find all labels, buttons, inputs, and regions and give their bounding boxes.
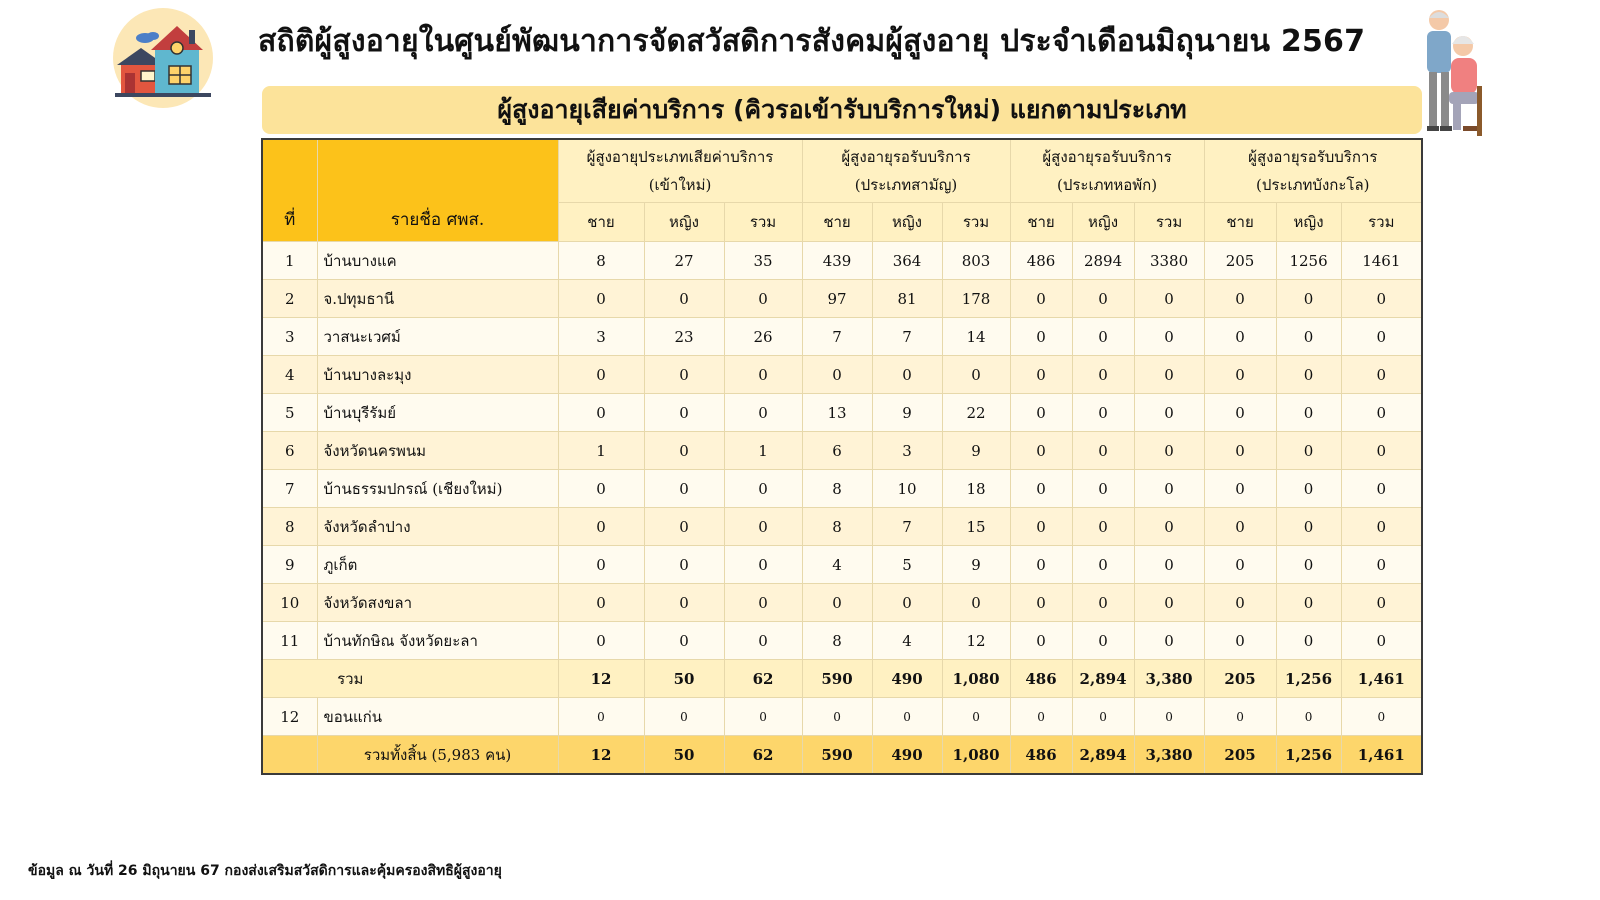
value-cell: 0 [1341,622,1422,660]
value-cell: 0 [558,698,644,736]
value-cell: 3,380 [1134,736,1204,775]
value-cell: 0 [1341,508,1422,546]
value-cell: 0 [644,280,724,318]
value-cell: 0 [802,356,872,394]
value-cell: 8 [802,470,872,508]
grand-total-label: รวมทั้งสิ้น (5,983 คน) [317,736,558,775]
value-cell: 0 [724,698,802,736]
value-cell: 0 [1134,318,1204,356]
value-cell: 0 [644,356,724,394]
value-cell: 0 [1010,280,1072,318]
row-number: 5 [262,394,317,432]
sub-header-male: ชาย [1010,203,1072,242]
value-cell: 0 [1072,508,1134,546]
value-cell: 0 [724,356,802,394]
table-row [262,698,1422,736]
value-cell: 9 [872,394,942,432]
value-cell: 1,461 [1341,660,1422,698]
value-cell: 14 [942,318,1010,356]
value-cell: 0 [1010,622,1072,660]
value-cell: 3 [558,318,644,356]
value-cell: 23 [644,318,724,356]
value-cell: 0 [1276,508,1341,546]
value-cell: 8 [558,242,644,280]
value-cell: 0 [1204,698,1276,736]
value-cell: 0 [1072,356,1134,394]
value-cell: 7 [872,508,942,546]
value-cell: 8 [802,622,872,660]
sub-header-female: หญิง [644,203,724,242]
sub-header-male: ชาย [558,203,644,242]
value-cell: 0 [558,280,644,318]
value-cell: 0 [872,584,942,622]
value-cell: 439 [802,242,872,280]
value-cell: 0 [1204,432,1276,470]
value-cell: 0 [942,356,1010,394]
row-number: 7 [262,470,317,508]
value-cell: 12 [558,736,644,775]
value-cell: 0 [1341,546,1422,584]
value-cell: 18 [942,470,1010,508]
value-cell: 0 [1010,356,1072,394]
value-cell: 0 [1276,318,1341,356]
value-cell: 0 [1072,470,1134,508]
row-number: 1 [262,242,317,280]
value-cell: 0 [644,394,724,432]
value-cell: 0 [1134,470,1204,508]
value-cell: 0 [1276,394,1341,432]
value-cell: 0 [724,508,802,546]
center-name: บ้านธรรมปกรณ์ (เชียงใหม่) [317,470,558,508]
value-cell: 12 [942,622,1010,660]
subtotal-label: รวม [262,660,558,698]
value-cell: 0 [1072,394,1134,432]
row-number: 10 [262,584,317,622]
value-cell: 3,380 [1134,660,1204,698]
value-cell: 0 [802,584,872,622]
group-header-general: ผู้สูงอายุรอรับบริการ (ประเภทสามัญ) [802,139,1010,203]
value-cell: 0 [724,622,802,660]
value-cell: 1,461 [1341,736,1422,775]
value-cell: 0 [1276,546,1341,584]
value-cell: 0 [724,584,802,622]
value-cell: 0 [558,470,644,508]
value-cell: 0 [1072,546,1134,584]
value-cell: 26 [724,318,802,356]
group-header-bungalow: ผู้สูงอายุรอรับบริการ (ประเภทบังกะโล) [1204,139,1422,203]
column-header-name: รายชื่อ ศพส. [317,139,558,242]
value-cell: 0 [1134,508,1204,546]
value-cell: 0 [1341,280,1422,318]
value-cell: 490 [872,736,942,775]
table-row [262,318,1422,356]
value-cell: 0 [1204,546,1276,584]
value-cell: 0 [1072,622,1134,660]
group-header-dormitory: ผู้สูงอายุรอรับบริการ (ประเภทหอพัก) [1010,139,1204,203]
value-cell: 0 [644,432,724,470]
table-row [262,584,1422,622]
value-cell: 62 [724,660,802,698]
sub-header-total: รวม [724,203,802,242]
value-cell: 0 [1072,584,1134,622]
sub-header-total: รวม [1134,203,1204,242]
center-name: บ้านทักษิณ จังหวัดยะลา [317,622,558,660]
value-cell: 486 [1010,736,1072,775]
row-number: 8 [262,508,317,546]
value-cell: 205 [1204,660,1276,698]
sub-header-male: ชาย [1204,203,1276,242]
row-number: 9 [262,546,317,584]
value-cell: 803 [942,242,1010,280]
value-cell: 0 [1341,470,1422,508]
value-cell: 22 [942,394,1010,432]
page-title: สถิติผู้สูงอายุในศูนย์พัฒนาการจัดสวัสดิการสังคมผู้สูงอายุ ประจำเดือนมิถุนายน 2567 [258,24,1366,59]
sub-header-male: ชาย [802,203,872,242]
value-cell: 5 [872,546,942,584]
value-cell: 0 [1010,584,1072,622]
value-cell: 0 [644,698,724,736]
sub-header-female: หญิง [1276,203,1341,242]
row-number: 2 [262,280,317,318]
value-cell: 0 [644,546,724,584]
center-name: จังหวัดนครพนม [317,432,558,470]
grand-total-empty-cell [262,736,317,775]
center-name: บ้านบางละมุง [317,356,558,394]
value-cell: 0 [1010,318,1072,356]
value-cell: 364 [872,242,942,280]
value-cell: 0 [644,470,724,508]
elderly-couple-icon [1415,6,1495,141]
center-name: บ้านบางแค [317,242,558,280]
value-cell: 4 [872,622,942,660]
value-cell: 50 [644,660,724,698]
value-cell: 0 [1204,470,1276,508]
value-cell: 0 [724,546,802,584]
sub-header-female: หญิง [1072,203,1134,242]
stats-table [261,138,1423,775]
table-row [262,622,1422,660]
value-cell: 7 [802,318,872,356]
value-cell: 0 [1276,584,1341,622]
value-cell: 486 [1010,660,1072,698]
center-name: จ.ปทุมธานี [317,280,558,318]
subtitle-banner: ผู้สูงอายุเสียค่าบริการ (คิวรอเข้ารับบริการใหม่) แยกตามประเภท [262,86,1422,134]
value-cell: 0 [644,622,724,660]
value-cell: 7 [872,318,942,356]
value-cell: 0 [1204,318,1276,356]
value-cell: 1,080 [942,660,1010,698]
value-cell: 0 [1072,432,1134,470]
value-cell: 0 [558,356,644,394]
value-cell: 590 [802,660,872,698]
value-cell: 0 [1010,394,1072,432]
row-number: 6 [262,432,317,470]
row-number: 4 [262,356,317,394]
value-cell: 0 [1010,546,1072,584]
value-cell: 0 [1276,432,1341,470]
value-cell: 0 [1134,584,1204,622]
value-cell: 0 [724,280,802,318]
table-row [262,356,1422,394]
value-cell: 0 [1072,280,1134,318]
value-cell: 0 [724,470,802,508]
value-cell: 205 [1204,242,1276,280]
value-cell: 13 [802,394,872,432]
value-cell: 15 [942,508,1010,546]
sub-header-female: หญิง [872,203,942,242]
value-cell: 1 [724,432,802,470]
value-cell: 0 [1341,394,1422,432]
value-cell: 0 [558,546,644,584]
value-cell: 0 [1072,698,1134,736]
sub-header-total: รวม [1341,203,1422,242]
value-cell: 0 [1204,584,1276,622]
table-row [262,470,1422,508]
table-row [262,280,1422,318]
center-name: ขอนแก่น [317,698,558,736]
value-cell: 0 [1341,432,1422,470]
value-cell: 6 [802,432,872,470]
value-cell: 0 [1134,394,1204,432]
column-header-no: ที่ [262,139,317,242]
table-row [262,394,1422,432]
value-cell: 205 [1204,736,1276,775]
value-cell: 0 [1134,280,1204,318]
value-cell: 0 [558,584,644,622]
value-cell: 1,256 [1276,660,1341,698]
value-cell: 0 [644,584,724,622]
center-name: จังหวัดลำปาง [317,508,558,546]
value-cell: 9 [942,432,1010,470]
value-cell: 0 [558,622,644,660]
table-row [262,546,1422,584]
center-name: บ้านบุรีรัมย์ [317,394,558,432]
value-cell: 178 [942,280,1010,318]
value-cell: 0 [1276,698,1341,736]
value-cell: 0 [1276,622,1341,660]
value-cell: 0 [872,698,942,736]
value-cell: 2894 [1072,242,1134,280]
value-cell: 0 [1341,356,1422,394]
value-cell: 0 [1204,508,1276,546]
value-cell: 9 [942,546,1010,584]
row-number: 12 [262,698,317,736]
value-cell: 3 [872,432,942,470]
value-cell: 1256 [1276,242,1341,280]
value-cell: 0 [1204,622,1276,660]
value-cell: 490 [872,660,942,698]
value-cell: 0 [1204,394,1276,432]
value-cell: 81 [872,280,942,318]
value-cell: 3380 [1134,242,1204,280]
value-cell: 0 [1134,546,1204,584]
value-cell: 8 [802,508,872,546]
value-cell: 12 [558,660,644,698]
value-cell: 0 [1341,584,1422,622]
value-cell: 0 [1134,622,1204,660]
value-cell: 0 [802,698,872,736]
value-cell: 97 [802,280,872,318]
row-number: 11 [262,622,317,660]
value-cell: 0 [942,584,1010,622]
grand-total-row [262,736,1422,775]
value-cell: 590 [802,736,872,775]
value-cell: 0 [1204,280,1276,318]
subtotal-row [262,660,1422,698]
value-cell: 50 [644,736,724,775]
value-cell: 0 [1341,698,1422,736]
value-cell: 0 [1010,432,1072,470]
value-cell: 1 [558,432,644,470]
value-cell: 35 [724,242,802,280]
value-cell: 0 [724,394,802,432]
table-row [262,432,1422,470]
center-name: จังหวัดสงขลา [317,584,558,622]
data-source-note: ข้อมูล ณ วันที่ 26 มิถุนายน 67 กองส่งเสริมสวัสดิการและคุ้มครองสิทธิผู้สูงอายุ [28,863,502,879]
group-header-paid-new: ผู้สูงอายุประเภทเสียค่าบริการ (เข้าใหม่) [558,139,802,203]
house-logo-icon [113,8,213,108]
value-cell: 0 [1010,470,1072,508]
value-cell: 1,256 [1276,736,1341,775]
value-cell: 0 [1010,508,1072,546]
value-cell: 486 [1010,242,1072,280]
value-cell: 0 [872,356,942,394]
table-row [262,508,1422,546]
value-cell: 1,080 [942,736,1010,775]
value-cell: 0 [1341,318,1422,356]
value-cell: 0 [1134,356,1204,394]
value-cell: 0 [1276,470,1341,508]
value-cell: 2,894 [1072,736,1134,775]
value-cell: 0 [644,508,724,546]
value-cell: 1461 [1341,242,1422,280]
value-cell: 62 [724,736,802,775]
value-cell: 0 [1276,280,1341,318]
value-cell: 0 [1010,698,1072,736]
value-cell: 0 [1072,318,1134,356]
value-cell: 0 [1276,356,1341,394]
value-cell: 0 [558,394,644,432]
center-name: ภูเก็ต [317,546,558,584]
value-cell: 10 [872,470,942,508]
center-name: วาสนะเวศม์ [317,318,558,356]
value-cell: 0 [1134,698,1204,736]
row-number: 3 [262,318,317,356]
value-cell: 0 [1134,432,1204,470]
value-cell: 2,894 [1072,660,1134,698]
value-cell: 0 [1204,356,1276,394]
sub-header-total: รวม [942,203,1010,242]
value-cell: 4 [802,546,872,584]
value-cell: 27 [644,242,724,280]
value-cell: 0 [558,508,644,546]
table-row [262,242,1422,280]
value-cell: 0 [942,698,1010,736]
